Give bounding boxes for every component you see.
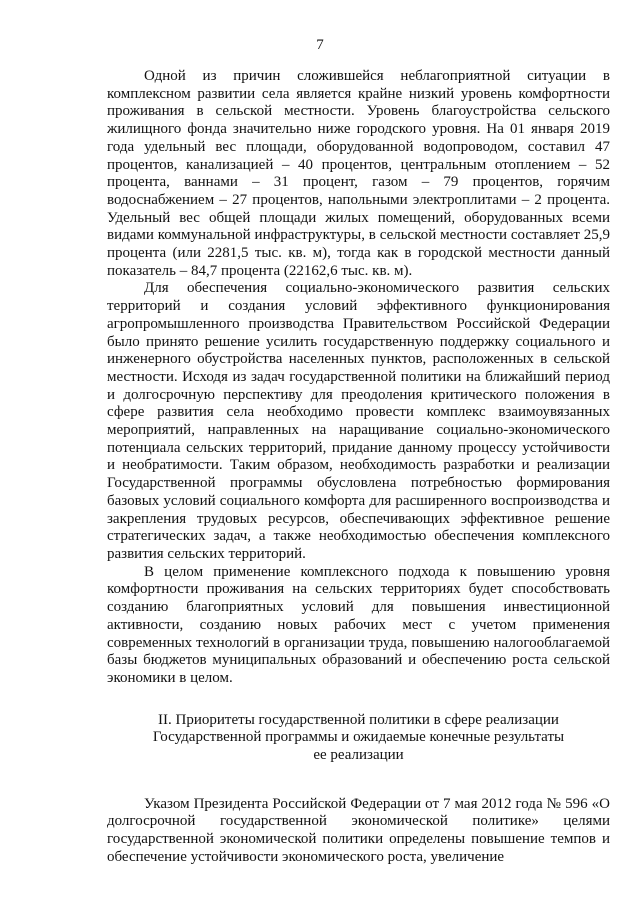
page-number: 7 [316,37,324,53]
paragraph-complex-approach: В целом применение комплексного подхода к повышению уровня комфортности проживания на сельских территориях будет способствовать созданию благоприятных условий для повышения инвестиционной активности, созданию новых рабочих мест с учетом применения современных технологий в организации труда, повышению налогооблагаемой базы бюджетов муниципальных образований и обеспечению роста сельской экономики в целом. [107,563,610,686]
section-heading-line-2: Государственной программы и ожидаемые конечные результаты [152,729,565,746]
paragraph-presidential-decree: Указом Президента Российской Федерации от 7 мая 2012 года № 596 «О долгосрочной государственной экономической политике» целями государственной экономической политики определены повышение темпов и обеспечение устойчивости экономического роста, увеличение [107,795,610,865]
paragraph-housing-comfort: Одной из причин сложившейся неблагоприятной ситуации в комплексном развитии села является крайне низкий уровень комфортности проживания в сельской местности. Уровень благоустройства сельского жилищного фонда значительно ниже городского уровня. На 01 января 2019 года удельный вес площади, оборудованной водопроводом, составил 47 процентов, канализацией – 40 процентов, центральным отоплением – 52 процента, ваннами – 31 процент, газом – 79 процентов, горячим водоснабжением – 27 процентов, напольными электроплитами – 2 процента. Удельный вес общей площади жилых помещений, оборудованных всеми видами коммунальной инфраструктуры, в сельской местности составляет 25,9 процента (или 2281,5 тыс. кв. м), тогда как в городской местности данный показатель – 84,7 процента (22162,6 тыс. кв. м). [107,68,610,279]
document-body [107,68,610,867]
section-heading [107,712,610,765]
paragraph-state-support: Для обеспечения социально-экономического развития сельских территорий и создания условий эффективного функционирования агропромышленного производства Правительством Российской Федерации было принято решение усилить государственную поддержку социального и инженерного обустройства населенных пунктов, расположенных в сельской местности. Исходя из задач государственной политики на ближайший период и долгосрочную перспективу для преодоления критического положения в сфере развития села необходимо провести комплекс взаимоувязанных мероприятий, направленных на наращивание социально-экономического потенциала сельских территорий, придание данному процессу устойчивости и необратимости. Таким образом, необходимость разработки и реализации Государственной программы обусловлена потребностью формирования базовых условий социального комфорта для расширенного воспроизводства и закрепления трудовых ресурсов, обеспечивающих эффективное решение стратегических задач, а также необходимостью обеспечения комплексного развития сельских территорий. [107,280,610,562]
section-heading-line-1: II. Приоритеты государственной политики в сфере реализации [158,711,559,728]
section-heading-line-3: ее реализации [313,747,404,764]
